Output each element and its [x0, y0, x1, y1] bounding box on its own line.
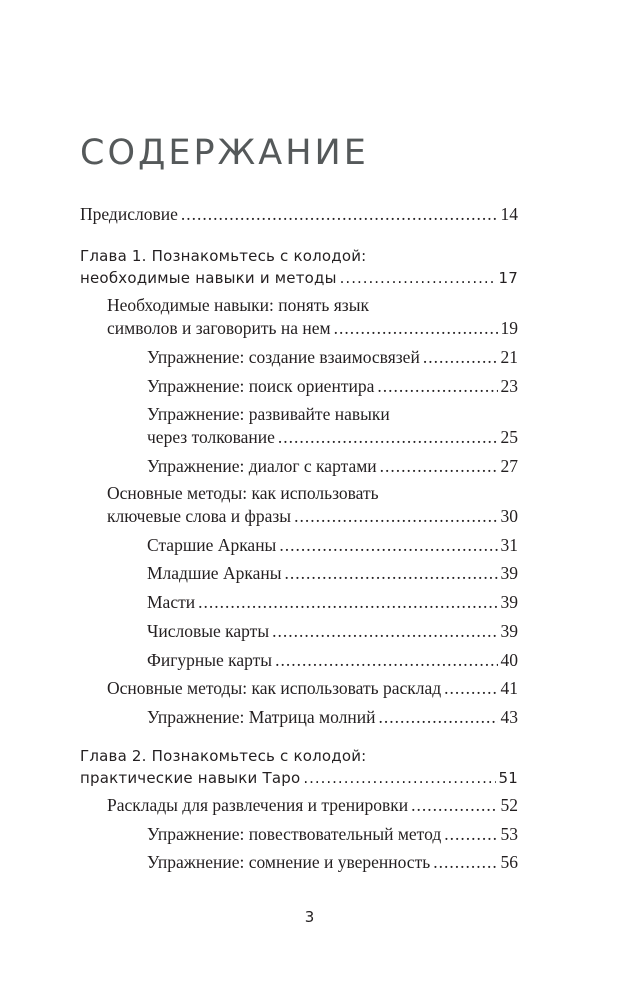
toc-entry-page: 56: [500, 852, 518, 872]
toc-entry: [147, 561, 518, 585]
toc-entry-label: Упражнение: повествовательный метод: [147, 824, 442, 844]
toc-chapter-entry: [80, 766, 518, 790]
toc-entry-page: 14: [500, 204, 518, 224]
toc-leader-dots: [340, 266, 496, 290]
toc-chapter-line1: Глава 1. Познакомьтесь с колодой:: [80, 247, 367, 265]
toc-entry-page: 21: [500, 347, 518, 367]
toc-leader-dots: [278, 425, 498, 449]
toc-entry: [107, 316, 518, 340]
toc-entry-page: 39: [500, 592, 518, 612]
toc-entry-page: 27: [500, 456, 518, 476]
toc-entry-label: Упражнение: поиск ориентира: [147, 376, 375, 396]
toc-leader-dots: [380, 454, 498, 478]
toc-entry-page: 53: [500, 824, 518, 844]
toc-entry-page: 51: [498, 769, 518, 787]
toc-entry-page: 23: [500, 376, 518, 396]
toc-entry: [147, 590, 518, 614]
toc-leader-dots: [284, 561, 497, 585]
toc-leader-dots: [423, 345, 498, 369]
toc-entry: [147, 822, 518, 846]
toc-entry-page: 39: [500, 563, 518, 583]
toc-entry: [147, 648, 518, 672]
toc-chapter-entry: [80, 266, 518, 290]
toc-leader-dots: [275, 648, 497, 672]
toc-entry-page: 25: [500, 427, 518, 447]
toc-leader-dots: [303, 766, 495, 790]
toc-entry: [107, 504, 518, 528]
toc-entry-label: необходимые навыки и методы: [80, 269, 337, 287]
toc-entry-label: Предисловие: [80, 204, 178, 224]
toc-leader-dots: [377, 374, 497, 398]
toc-entry-label: практические навыки Таро: [80, 769, 301, 787]
toc-chapter-line1: Глава 2. Познакомьтесь с колодой:: [80, 747, 367, 765]
toc-entry-page: 52: [500, 795, 518, 815]
toc-entry-label: Расклады для развлечения и тренировки: [107, 795, 409, 815]
toc-leader-dots: [334, 316, 498, 340]
toc-entry-page: 40: [500, 650, 518, 670]
toc-entry: [147, 533, 518, 557]
page-number: 3: [304, 908, 315, 926]
toc-entry: [147, 850, 518, 874]
toc-entry-label: Старшие Арканы: [147, 535, 277, 555]
toc-entry-label: Масти: [147, 592, 196, 612]
toc-entry: [147, 705, 518, 729]
toc-entry: [80, 202, 518, 226]
toc-entry-page: 31: [500, 535, 518, 555]
toc-leader-dots: [272, 619, 497, 643]
toc-leader-dots: [279, 533, 497, 557]
toc-entry-page: 39: [500, 621, 518, 641]
page-title: СОДЕРЖАНИЕ: [80, 133, 369, 173]
toc-entry-page: 17: [498, 269, 518, 287]
toc-entry: [107, 676, 518, 700]
toc-leader-dots: [444, 676, 497, 700]
toc-entry-line1: Упражнение: развивайте навыки: [147, 404, 390, 424]
toc-entry-label: Упражнение: диалог с картами: [147, 456, 377, 476]
toc-entry-label: символов и заговорить на нем: [107, 318, 331, 338]
toc-entry-label: через толкование: [147, 427, 275, 447]
toc-leader-dots: [433, 850, 497, 874]
toc-entry-line1: Необходимые навыки: понять язык: [107, 295, 369, 315]
toc-entry-page: 30: [500, 506, 518, 526]
toc-entry: [147, 619, 518, 643]
toc-leader-dots: [378, 705, 497, 729]
toc-entry: [147, 345, 518, 369]
toc-entry: [107, 793, 518, 817]
toc-entry-label: ключевые слова и фразы: [107, 506, 292, 526]
toc-entry-label: Младшие Арканы: [147, 563, 282, 583]
toc-leader-dots: [181, 202, 498, 226]
toc-entry-page: 43: [500, 707, 518, 727]
toc-leader-dots: [294, 504, 497, 528]
toc-entry-label: Упражнение: Матрица молний: [147, 707, 376, 727]
toc-entry-line1: Основные методы: как использовать: [107, 483, 379, 503]
toc-entry-label: Фигурные карты: [147, 650, 273, 670]
toc-entry-label: Упражнение: сомнение и уверенность: [147, 852, 431, 872]
toc-entry: [147, 374, 518, 398]
toc-entry-label: Основные методы: как использовать расклад: [107, 678, 442, 698]
toc-leader-dots: [198, 590, 497, 614]
toc-leader-dots: [411, 793, 497, 817]
toc-entry-label: Числовые карты: [147, 621, 270, 641]
toc-entry-page: 19: [500, 318, 518, 338]
toc-entry-label: Упражнение: создание взаимосвязей: [147, 347, 420, 367]
toc-entry-page: 41: [500, 678, 518, 698]
toc-entry: [147, 425, 518, 449]
toc-entry: [147, 454, 518, 478]
toc-leader-dots: [444, 822, 497, 846]
